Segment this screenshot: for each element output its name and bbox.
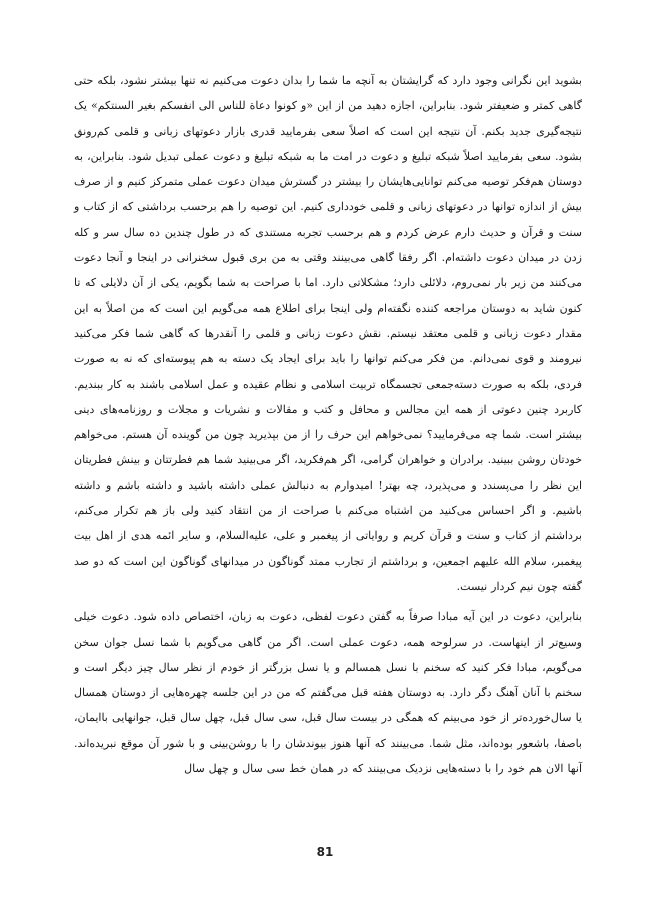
paragraph-2: بنابراین، دعوت در این آیه مبادا صرفاً به گفتن دعوت لفظی، دعوت به زبان، اختصاص داده شود. دعوت خیلی وسیع‌تر از اینهاست. در سرلوحه همه، دعوت عملی است. اگر من گاهی می‌گویم با شما نسل جوان سخن می‌گویم، مبادا فکر کنید که سخنم با نسل همسالم و یا نسل بزرگتر از خودم از نظر سال چیز دیگر است و سخنم با آنان آهنگ دگر دارد. به دوستان هفته قبل می‌گفتم که من در این جلسه چهره‌هایی از دوستان همسال یا سال‌خورده‌تر از خود می‌بینم که همگی در بیست سال قبل، سی سال قبل، چهل سال قبل، جوانهایی باایمان، باصفا، باشعور بوده‌اند، مثل شما. می‌بینند که آنها هنوز بیوندشان را با روشن‌بینی و با شور آن موقع نبریده‌اند. آنها الان هم خود را با دسته‌هایی نزدیک می‌بینند که در همان خط سی سال و چهل سال bbox=[74, 610, 582, 776]
paragraph-1: بشوید این نگرانی وجود دارد که گرایشتان به آنچه ما شما را بدان دعوت می‌کنیم نه تنها بیشتر نشود، بلکه حتی گاهی کمتر و ضعیفتر شود. بنابراین، اجازه دهید من از این «و کونوا دعاة للناس الی انفسکم بغیر السنتکم» یک نتیجه‌گیری جدید بکنم. آن نتیجه این است که اصلاً سعی بفرمایید قدری بازار دعوتهای زبانی و قلمی کم‌رونق بشود. سعی بفرمایید اصلاً شبکه تبلیغ و دعوت در امت ما به شبکه تبلیغ و دعوت عملی تبدیل شود. بنابراین، به دوستان هم‌فکر توصیه می‌کنم توانایی‌هایشان را بیشتر در گسترش میدان دعوت عملی متمرکز کنیم و از صرف بیش از اندازه توانها در دعوتهای زبانی و قلمی خودداری کنیم. این توصیه را هم برحسب برداشتی که از کتاب و سنت و قرآن و حدیث دارم عرض کردم و هم برحسب تجربه مستندی که در طول چندین ده سال سر و کله زدن در میدان دعوت داشته‌ام. اگر رفقا گاهی می‌بینند وقتی به من بری قبول سخنرانی در اینجا و آنجا دعوت می‌کنند من زیر بار نمی‌روم، دلائلی دارد؛ مشکلاتی دارد. اما با صراحت به شما بگویم، یکی از آن دلایلی که تا کنون شاید به دوستان مراجعه کننده نگفته‌ام ولی اینجا برای اطلاع همه می‌گویم این است که من اصلاً به این مقدار دعوت زبانی و قلمی معتقد نیستم. نقش دعوت زبانی و قلمی را آنقدرها که گاهی شما فکر می‌کنید نیرومند و قوی نمی‌دانم. من فکر می‌کنم توانها را باید برای ایجاد یک دسته به هم پیوسته‌ای که نه به صورت فردی، بلکه به صورت دسته‌جمعی تجسمگاه تربیت اسلامی و نظام عقیده و عمل اسلامی باشند به کار ببندیم. کاربرد چنین دعوتی از همه این مجالس و محافل و کتب و مقالات و نشریات و مجلات و روزنامه‌های دینی بیشتر است. شما چه می‌فرمایید؟ نمی‌خواهم این حرف را از من بپذیرید چون من گوینده آن هستم. می‌خواهم خودتان روشن ببینید. برادران و خواهران گرامی، اگر هم‌فکرید، اگر می‌بینید شما هم فطرتتان و بینش فطریتان این نظر را می‌پسندد و می‌پذیرد، چه بهتر! امیدوارم به دنبالش عملی داشته باشید و داشته باشم و داشته باشیم. و اگر احساس می‌کنید من اشتباه می‌کنم با صراحت از من انتقاد کنید ولی باز هم تکرار می‌کنم، برداشتم از کتاب و سنت و قرآن کریم و روایاتی از پیغمبر و علی، علیه‌السلام، و سایر ائمه هدی از اهل بیت پیغمبر، سلام الله علیهم اجمعین، و برداشتم از تجارب ممتد گوناگون در میدانهای گوناگون این است که دو صد گفته چون نیم کردار نیست. bbox=[74, 74, 582, 593]
page-number: 81 bbox=[316, 845, 334, 859]
body-text bbox=[74, 68, 582, 781]
